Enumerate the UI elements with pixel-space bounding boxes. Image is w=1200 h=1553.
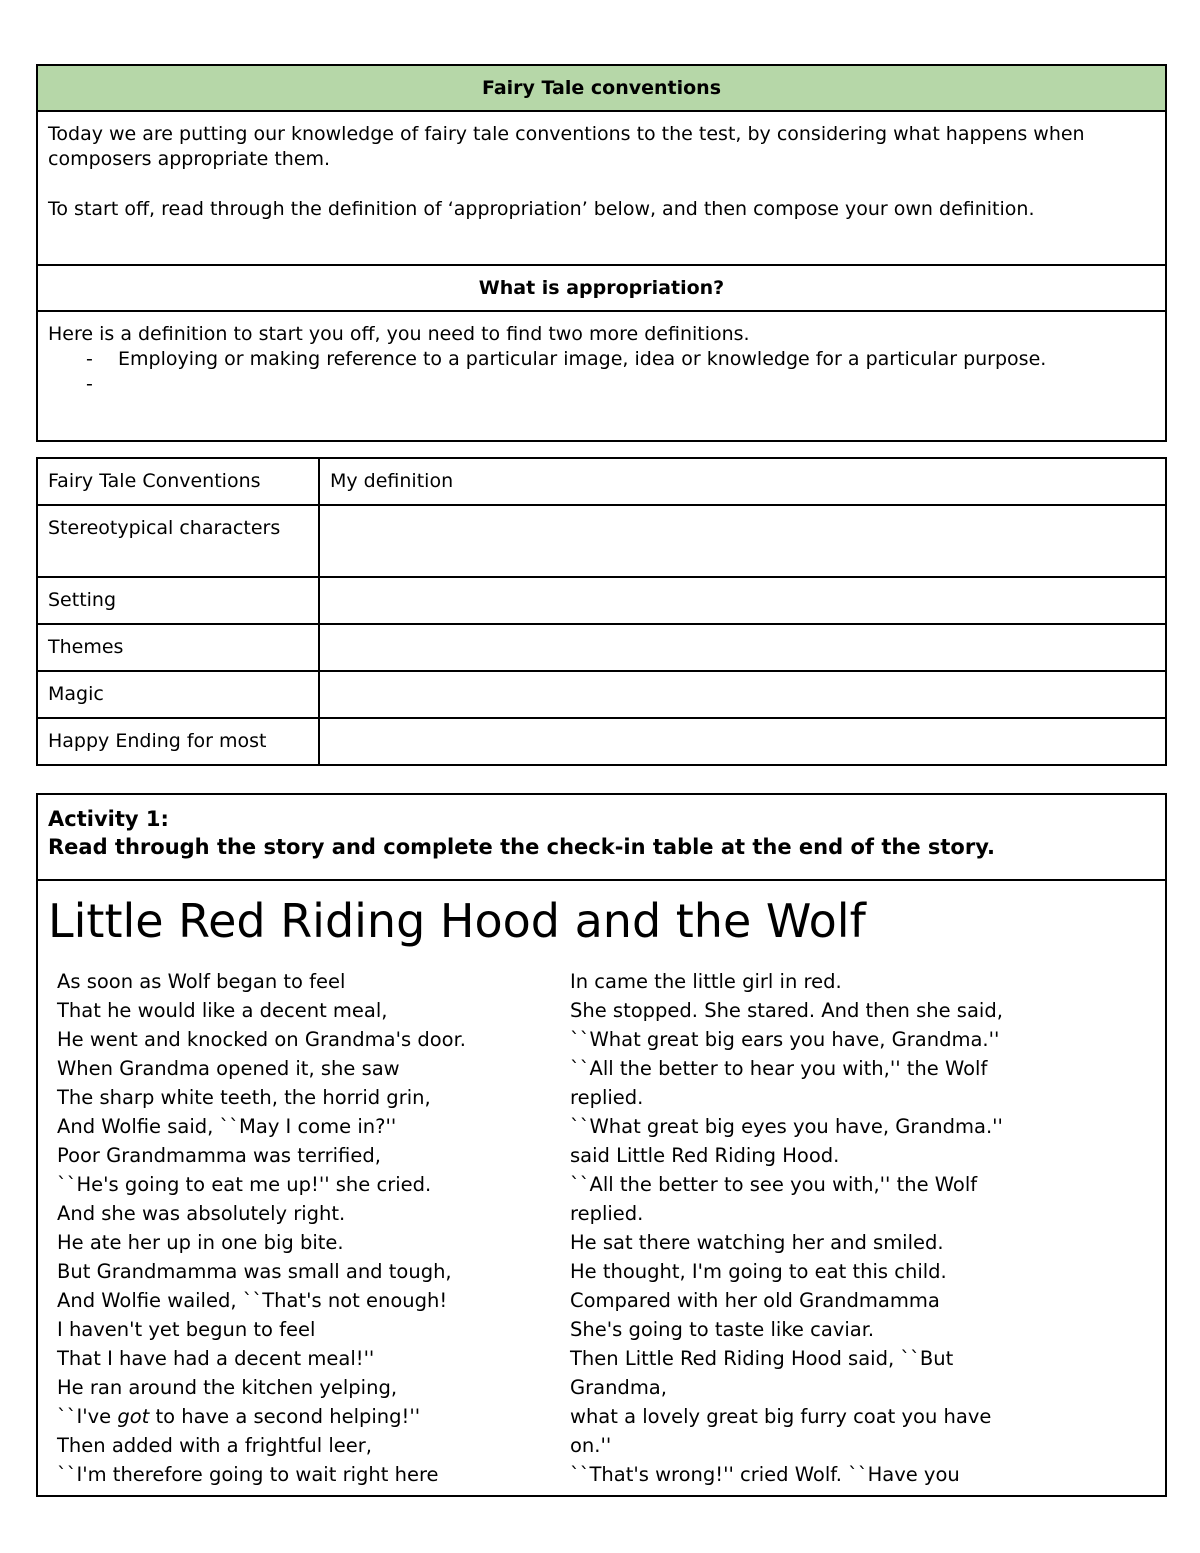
poem-line: As soon as Wolf began to feel (57, 970, 346, 993)
poem-line: ``He's going to eat me up!'' she cried. (57, 1173, 432, 1196)
poem-line: That he would like a decent meal, (57, 999, 388, 1022)
poem-line: And Wolfie said, ``May I come in?'' (57, 1115, 397, 1138)
poem-line: And she was absolutely right. (57, 1202, 346, 1225)
definition-cell-magic[interactable] (319, 671, 1166, 718)
convention-label-setting: Setting (37, 577, 319, 624)
poem-line: He ran around the kitchen yelping, (57, 1376, 398, 1399)
poem-line: But Grandmamma was small and tough, (57, 1260, 452, 1283)
poem-line: ``All the better to hear you with,'' the Wolf (570, 1057, 988, 1080)
activity-title: Activity 1: (48, 807, 169, 831)
conventions-column-header: Fairy Tale Conventions (37, 458, 319, 505)
poem-line: Poor Grandmamma was terrified, (57, 1144, 381, 1167)
poem-line: ``I've got to have a second helping!'' (57, 1405, 421, 1428)
poem-line: She's going to taste like caviar. (570, 1318, 875, 1341)
definitions-intro: Here is a definition to start you off, you need to find two more definitions. (48, 323, 750, 345)
poem-line: And Wolfie wailed, ``That's not enough! (57, 1289, 448, 1312)
convention-label-magic: Magic (37, 671, 319, 718)
activity-table (36, 793, 1167, 1497)
definition-column-header: My definition (319, 458, 1166, 505)
poem-line: replied. (570, 1086, 644, 1109)
poem-line: In came the little girl in red. (570, 970, 842, 993)
intro-instructions (37, 111, 1166, 265)
intro-table (36, 64, 1167, 442)
intro-paragraph-2: To start off, read through the definition of ‘appropriation’ below, and then compose your own definition. (48, 198, 1035, 220)
poem-line-emphasis: got (117, 1405, 150, 1428)
story-title: Little Red Riding Hood and the Wolf (48, 894, 866, 948)
definition-cell-happy-ending[interactable] (319, 718, 1166, 765)
poem-line: ``I'm therefore going to wait right here (57, 1463, 439, 1486)
poem-line: on.'' (570, 1434, 612, 1457)
poem-line: ``That's wrong!'' cried Wolf. ``Have you (570, 1463, 960, 1486)
poem-line: She stopped. She stared. And then she said, (570, 999, 1003, 1022)
poem-line: replied. (570, 1202, 644, 1225)
definitions-cell[interactable] (37, 311, 1166, 441)
convention-label-happy-ending: Happy Ending for most (37, 718, 319, 765)
definition-cell-setting[interactable] (319, 577, 1166, 624)
poem-line: ``All the better to see you with,'' the Wolf (570, 1173, 978, 1196)
appropriation-header: What is appropriation? (37, 265, 1166, 311)
poem-line: what a lovely great big furry coat you have (570, 1405, 992, 1428)
convention-label-themes: Themes (37, 624, 319, 671)
story-cell (37, 880, 1166, 1496)
conventions-table (36, 457, 1167, 766)
poem-line: That I have had a decent meal!'' (57, 1347, 375, 1370)
poem-right-column (570, 967, 1050, 1489)
poem-line: ``What great big eyes you have, Grandma.'' (570, 1115, 1003, 1138)
poem-line: said Little Red Riding Hood. (570, 1144, 840, 1167)
poem-line: The sharp white teeth, the horrid grin, (57, 1086, 431, 1109)
intro-paragraph-1: Today we are putting our knowledge of fairy tale conventions to the test, by considering what happens when composers appropriate them. (48, 123, 1085, 170)
poem-line: I haven't yet begun to feel (57, 1318, 316, 1341)
definition-cell-characters[interactable] (319, 505, 1166, 577)
activity-header (37, 794, 1166, 880)
fairy-tale-conventions-header: Fairy Tale conventions (37, 65, 1166, 111)
definition-item: - Employing or making reference to a particular image, idea or knowledge for a particular purpose. (48, 347, 1155, 372)
definition-cell-themes[interactable] (319, 624, 1166, 671)
poem-line: Then added with a frightful leer, (57, 1434, 372, 1457)
definitions-list (48, 347, 1155, 372)
poem-line: He ate her up in one big bite. (57, 1231, 344, 1254)
poem-line: He sat there watching her and smiled. (570, 1231, 944, 1254)
activity-instructions: Read through the story and complete the check-in table at the end of the story. (48, 835, 995, 859)
poem-line: Grandma, (570, 1376, 667, 1399)
poem (48, 967, 1155, 1489)
poem-line: He went and knocked on Grandma's door. (57, 1028, 466, 1051)
convention-label-characters: Stereotypical characters (37, 505, 319, 577)
poem-line: He thought, I'm going to eat this child. (570, 1260, 947, 1283)
poem-line: When Grandma opened it, she saw (57, 1057, 400, 1080)
poem-line: Then Little Red Riding Hood said, ``But (570, 1347, 954, 1370)
poem-line: ``What great big ears you have, Grandma.'' (570, 1028, 1000, 1051)
poem-left-column (48, 967, 570, 1489)
poem-line: Compared with her old Grandmamma (570, 1289, 940, 1312)
